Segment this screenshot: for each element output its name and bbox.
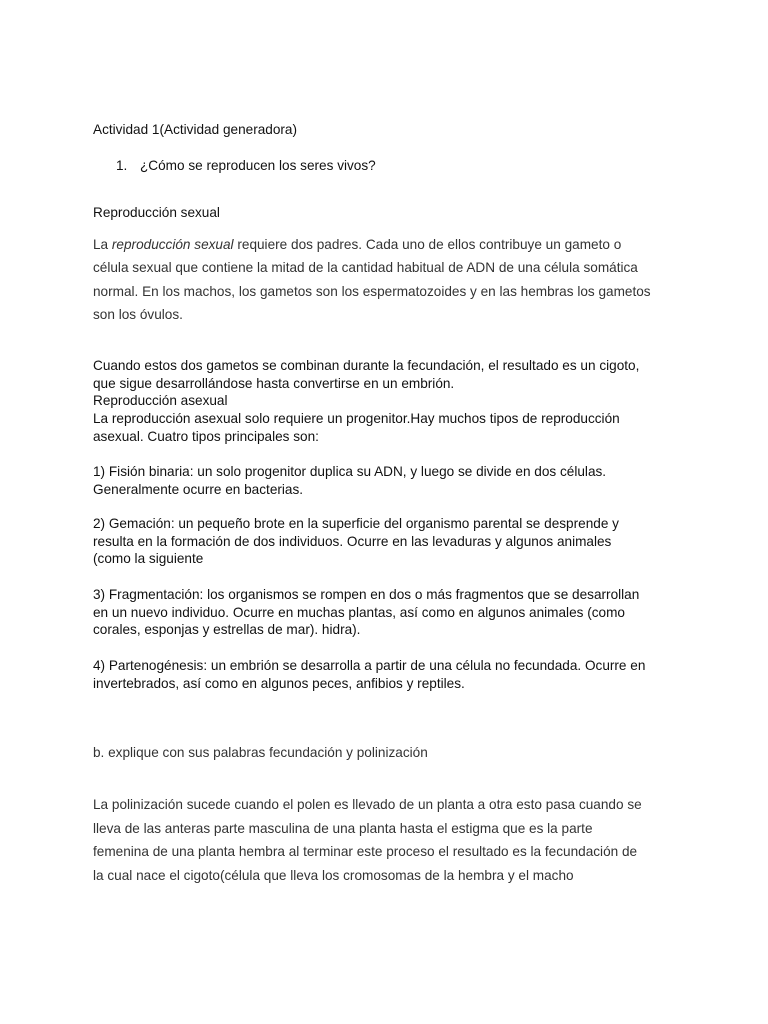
type-2-line: 2) Gemación: un pequeño brote en la superficie del organismo parental se desprende y: [93, 516, 619, 531]
type-4-line: 4) Partenogénesis: un embrión se desarrolla a partir de una célula no fecundada. Ocurre en: [93, 658, 646, 673]
asexual-type-4: [93, 657, 645, 692]
type-3-line: corales, esponjas y estrellas de mar). hidra).: [93, 622, 361, 638]
sexual-paragraph-line: [93, 233, 651, 256]
asexual-type-3: [93, 586, 639, 639]
question-1-text: ¿Cómo se reproducen los seres vivos?: [140, 158, 376, 173]
pollination-line: La polinización sucede cuando el polen es llevado de un planta a otra esto pasa cuando se: [93, 797, 642, 812]
sexual-paragraph: [93, 233, 651, 326]
asexual-type-1: [93, 463, 606, 498]
pollination-line: lleva de las anteras parte masculina de una planta hasta el estigma que es la parte: [93, 820, 593, 836]
sexual-text-start: La: [93, 237, 112, 252]
sexual-paragraph-line: normal. En los machos, los gametos son los espermatozoides y en las hembras los gametos: [93, 283, 651, 299]
sexual-heading: Reproducción sexual: [93, 205, 220, 220]
question-b: b. explique con sus palabras fecundación y polinización: [93, 745, 428, 760]
type-3-line: en un nuevo individuo. Ocurre en muchas plantas, así como en algunos animales (como: [93, 604, 625, 620]
activity-title: Actividad 1(Actividad generadora): [93, 122, 298, 137]
type-2-line: (como la siguiente: [93, 551, 204, 567]
question-1-number: 1.: [116, 158, 128, 173]
sexual-paragraph-line: célula sexual que contiene la mitad de la cantidad habitual de ADN de una célula somática: [93, 260, 638, 276]
type-3-line: 3) Fragmentación: los organismos se rompen en dos o más fragmentos que se desarrollan: [93, 587, 640, 602]
asexual-intro-line: asexual. Cuatro tipos principales son:: [93, 428, 319, 444]
pollination-line: femenina de una planta hembra al terminar este proceso el resultado es la fecundación de: [93, 844, 638, 859]
type-1-line: Generalmente ocurre en bacterias.: [93, 481, 304, 497]
type-1-line: 1) Fisión binaria: un solo progenitor duplica su ADN, y luego se divide en dos células.: [93, 464, 607, 479]
type-2-line: resulta en la formación de dos individuos. Ocurre en las levaduras y algunos animales: [93, 533, 612, 549]
question-1: [116, 157, 376, 175]
sexual-italic-term: reproducción sexual: [111, 237, 234, 252]
asexual-type-2: [93, 515, 619, 568]
type-4-line: invertebrados, así como en algunos peces, anfibios y reptiles.: [93, 675, 465, 691]
asexual-intro-line: La reproducción asexual solo requiere un progenitor.Hay muchos tipos de reproducción: [93, 411, 620, 427]
sexual-text-end: requiere dos padres. Cada uno de ellos contribuye un gameto o: [233, 237, 622, 252]
pollination-paragraph: [93, 793, 642, 887]
pollination-line: la cual nace el cigoto(célula que lleva los cromosomas de la hembra y el macho: [93, 867, 574, 883]
fecundation-line: Cuando estos dos gametos se combinan durante la fecundación, el resultado es un cigoto,: [93, 358, 640, 373]
fecundation-paragraph: [93, 357, 639, 446]
asexual-heading: Reproducción asexual: [93, 393, 228, 409]
fecundation-line: que sigue desarrollándose hasta convertirse en un embrión.: [93, 375, 455, 391]
sexual-paragraph-line: son los óvulos.: [93, 306, 183, 322]
